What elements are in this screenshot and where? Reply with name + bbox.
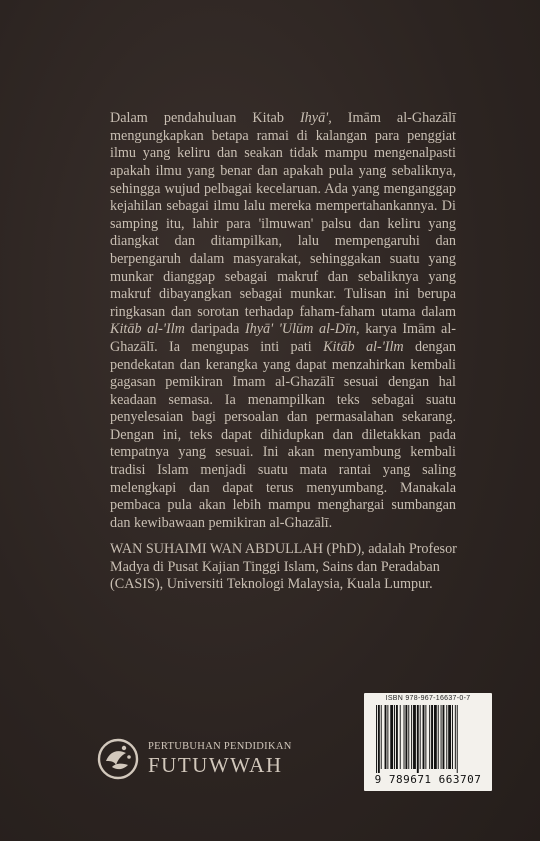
barcode-bar xyxy=(400,705,401,769)
barcode-bar xyxy=(452,705,453,769)
barcode-bar xyxy=(381,705,382,769)
barcode-bar xyxy=(390,705,393,769)
barcode-bar xyxy=(411,705,412,769)
blurb-segment: , karya Imām al-Ghazālī. Ia mengupas inti pati xyxy=(110,321,456,355)
barcode-bar xyxy=(405,705,407,769)
barcode-bar xyxy=(376,705,377,773)
barcode-bar xyxy=(446,705,447,769)
blurb-italic-title: Kitāb al-'Ilm xyxy=(110,321,185,338)
futuwwah-logo-icon xyxy=(96,737,140,781)
blurb-italic-title: Kitāb al-'Ilm xyxy=(323,338,404,355)
blurb-segment: dengan pendekatan dan kerangka yang dapat menzahirkan kembali gagasan pemikiran Imam al-Ghazālī sesuai dengan hal keadaan semasa. Ia menampilkan teks sebagai suatu penyelesaian bagi persoalan dan permasalahan sekarang. Dengan ini, teks dapat dihidupkan dan diletakkan pada tempatnya yang sesuai. Ini akan menyambung kembali tradisi Islam menjadi suatu mata rantai yang saling melengkapi dan dapat terus menyumbang. Manakala pembaca pula akan lebih mampu menghargai sumbangan dan kewibawaan pemikiran al-Ghazālī. xyxy=(110,338,456,531)
publisher-imprint xyxy=(96,737,292,781)
blurb-text xyxy=(110,110,456,532)
barcode-digits: 9 789671 663707 xyxy=(374,773,482,786)
barcode-bar xyxy=(425,705,426,769)
barcode-bars xyxy=(370,705,486,773)
barcode-bar xyxy=(443,705,445,769)
barcode-bar xyxy=(434,705,437,769)
barcode-bar xyxy=(448,705,451,769)
barcode-bar xyxy=(394,705,395,769)
barcode-bar xyxy=(431,705,433,769)
barcode-bar xyxy=(378,705,380,773)
publisher-name-line1: PERTUBUHAN PENDIDIKAN xyxy=(148,740,292,752)
blurb-segment: Imām al-Ghazālī mengungkapkan betapa ramai di kalangan para penggiat ilmu yang keliru dan seakan tidak mampu mengenalpasti apakah ilmu yang benar dan apakah pula yang sebaliknya, sehingga wujud pelbagai kecelaruan. Ada yang menganggap kejahilan sebagai ilmu lalu mereka mempertahankannya. Di samping itu, lahir para 'ilmuwan' palsu dan keliru yang diangkat dan ditampilkan, lalu mempengaruhi dan berpengaruh dalam masyarakat, sehinggakan suatu yang munkar dianggap sebagai makruf dan sebaliknya yang makruf dibayangkan sebagai munkar. Tulisan ini berupa ringkasan dan sorotan terhadap faham-faham utama dalam xyxy=(110,110,457,320)
barcode-bar xyxy=(420,705,421,769)
barcode-bar xyxy=(396,705,398,769)
author-note: WAN SUHAIMI WAN ABDULLAH (PhD), adalah Profesor Madya di Pusat Kajian Tinggi Islam, Sains dan Peradaban (CASIS), Universiti Teknologi Malaysia, Kuala Lumpur. xyxy=(110,541,457,593)
isbn-label: ISBN 978-967-16637-0-7 xyxy=(385,695,471,702)
barcode-bar xyxy=(413,705,416,769)
blurb-segment: Dalam pendahuluan Kitab xyxy=(110,110,300,127)
barcode-bar xyxy=(429,705,430,769)
barcode-bar xyxy=(455,705,456,769)
isbn-barcode xyxy=(364,693,492,791)
barcode-bar xyxy=(438,705,439,769)
blurb-segment: daripada xyxy=(184,321,245,338)
blurb-italic-title: Ihyā' 'Ulūm al-Dīn xyxy=(244,321,357,338)
barcode-bar xyxy=(387,705,388,769)
blurb-italic-title: Ihyā', xyxy=(299,110,332,127)
barcode-bar xyxy=(408,705,409,769)
barcode-bar xyxy=(404,705,405,769)
barcode-bar xyxy=(385,705,387,769)
barcode-bar xyxy=(423,705,425,769)
publisher-name-line2: FUTUWWAH xyxy=(148,753,283,778)
barcode-bar xyxy=(457,705,458,773)
barcode-bar xyxy=(441,705,442,769)
barcode-bar xyxy=(417,705,419,773)
